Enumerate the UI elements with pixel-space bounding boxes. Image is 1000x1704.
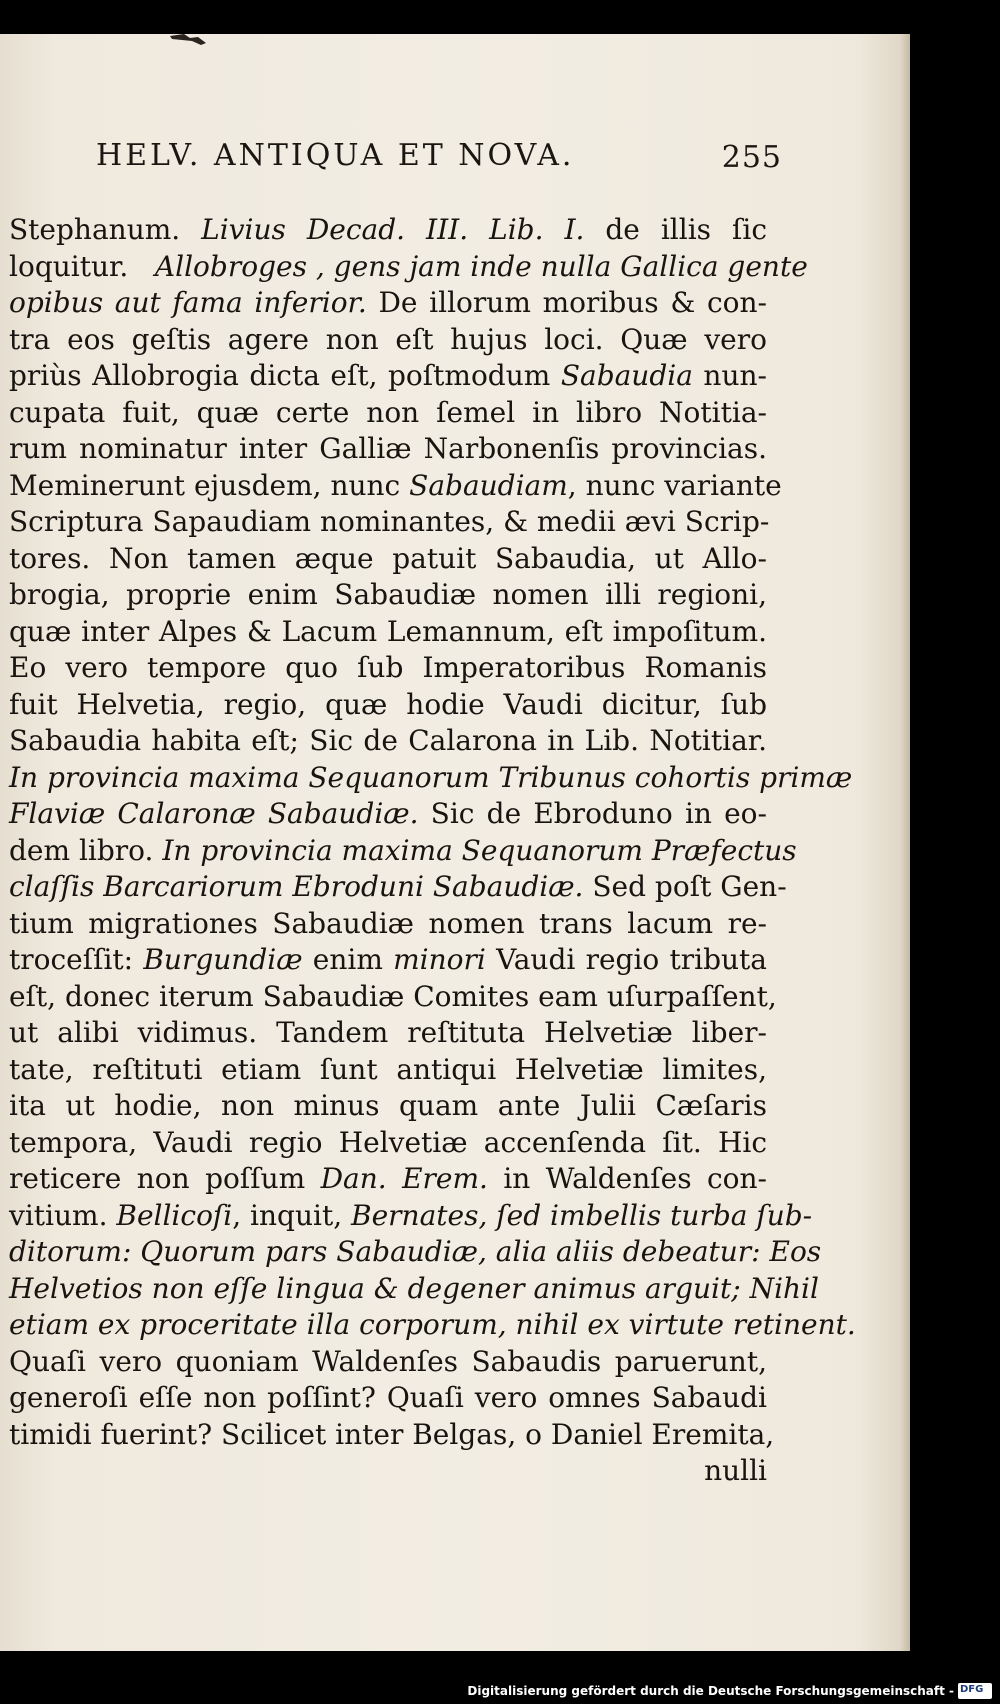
text-line: rum nominatur inter Galliæ Narbonenſis provincias. bbox=[9, 432, 767, 465]
dfg-logo bbox=[958, 1683, 992, 1699]
page-header bbox=[96, 138, 786, 178]
text-line: vitium. Bellicoſi, inquit, Bernates, ſed imbellis turba ſub- bbox=[9, 1198, 813, 1232]
text-line: Sabaudia habita eſt; Sic de Calarona in Lib. Notitiar. bbox=[9, 724, 767, 757]
text-line: Eo vero tempore quo ſub Imperatoribus Romanis bbox=[9, 651, 767, 684]
text-line: Quaſi vero quoniam Waldenſes Sabaudis paruerunt, bbox=[9, 1344, 767, 1378]
text-line: generoſi eſſe non poſſint? Quaſi vero omnes Sabaudi bbox=[9, 1381, 767, 1414]
page-edge-shadow bbox=[900, 34, 910, 1651]
text-line: dem libro. In provincia maxima Sequanorum Præfectus bbox=[9, 833, 797, 867]
text-line: eſt, donec iterum Sabaudiæ Comites eam uſurpaſſent, bbox=[9, 979, 777, 1013]
text-line: cupata fuit, quæ certe non ſemel in libro Notitia- bbox=[9, 395, 767, 429]
text-line: opibus aut fama inferior. De illorum moribus & con- bbox=[9, 286, 767, 319]
text-line: priùs Allobrogia dicta eſt, poſtmodum Sabaudia nun- bbox=[9, 359, 767, 392]
text-line: ut alibi vidimus. Tandem reſtituta Helvetiæ liber- bbox=[9, 1016, 767, 1049]
text-line: troceſſit: Burgundiæ enim minori Vaudi regio tributa bbox=[9, 943, 767, 976]
text-line: quæ inter Alpes & Lacum Lemannum, eſt impoſitum. bbox=[9, 614, 767, 648]
dfg-logo-text: DFG bbox=[960, 1684, 984, 1695]
running-title: HELV. ANTIQUA ET NOVA. bbox=[96, 138, 575, 173]
text-line: brogia, proprie enim Sabaudiæ nomen illi regioni, bbox=[9, 578, 767, 611]
body-text bbox=[9, 212, 856, 1490]
page-number: 255 bbox=[721, 140, 782, 175]
text-line: claſſis Barcariorum Ebroduni Sabaudiæ. Sed poſt Gen- bbox=[9, 870, 787, 903]
text-line: tores. Non tamen æque patuit Sabaudia, ut Allo- bbox=[9, 541, 767, 575]
text-line: etiam ex proceritate illa corporum, nihil ex virtute retinent. bbox=[9, 1308, 856, 1341]
text-line: Scriptura Sapaudiam nominantes, & medii ævi Scrip- bbox=[9, 505, 770, 538]
text-line: fuit Helvetia, regio, quæ hodie Vaudi dicitur, ſub bbox=[9, 687, 767, 721]
text-line: ita ut hodie, non minus quam ante Julii Cæſaris bbox=[9, 1089, 767, 1122]
text-line: tium migrationes Sabaudiæ nomen trans lacum re- bbox=[9, 906, 767, 940]
text-line: In provincia maxima Sequanorum Tribunus cohortis primæ bbox=[9, 760, 853, 794]
ink-mark bbox=[168, 32, 210, 46]
text-line: Helvetios non eſſe lingua & degener animus arguit; Nihil bbox=[9, 1271, 819, 1305]
text-line: reticere non poſſum Dan. Erem. in Waldenſes con- bbox=[9, 1162, 767, 1195]
text-line: tra eos geſtis agere non eſt hujus loci. Quæ vero bbox=[9, 322, 767, 356]
text-line: nulli bbox=[704, 1454, 767, 1487]
text-line: Stephanum. Livius Decad. III. Lib. I. de illis ſic bbox=[9, 213, 768, 246]
text-line: ditorum: Quorum pars Sabaudiæ, alia aliis debeatur: Eos bbox=[9, 1235, 822, 1268]
text-line: Meminerunt ejusdem, nunc Sabaudiam, nunc variante bbox=[9, 468, 782, 502]
footer-credit: Digitalisierung gefördert durch die Deutsche Forschungsgemeinschaft - bbox=[467, 1684, 954, 1698]
text-line: timidi fuerint? Scilicet inter Belgas, o Daniel Eremita, bbox=[9, 1417, 775, 1451]
text-line: loquitur. Allobroges , gens jam inde nulla Gallica gente bbox=[9, 249, 808, 283]
text-line: Flaviæ Calaronæ Sabaudiæ. Sic de Ebroduno in eo- bbox=[9, 797, 767, 830]
text-line: tempora, Vaudi regio Helvetiæ accenſenda ſit. Hic bbox=[9, 1125, 767, 1159]
text-line: tate, reſtituti etiam ſunt antiqui Helvetiæ limites, bbox=[9, 1052, 767, 1086]
